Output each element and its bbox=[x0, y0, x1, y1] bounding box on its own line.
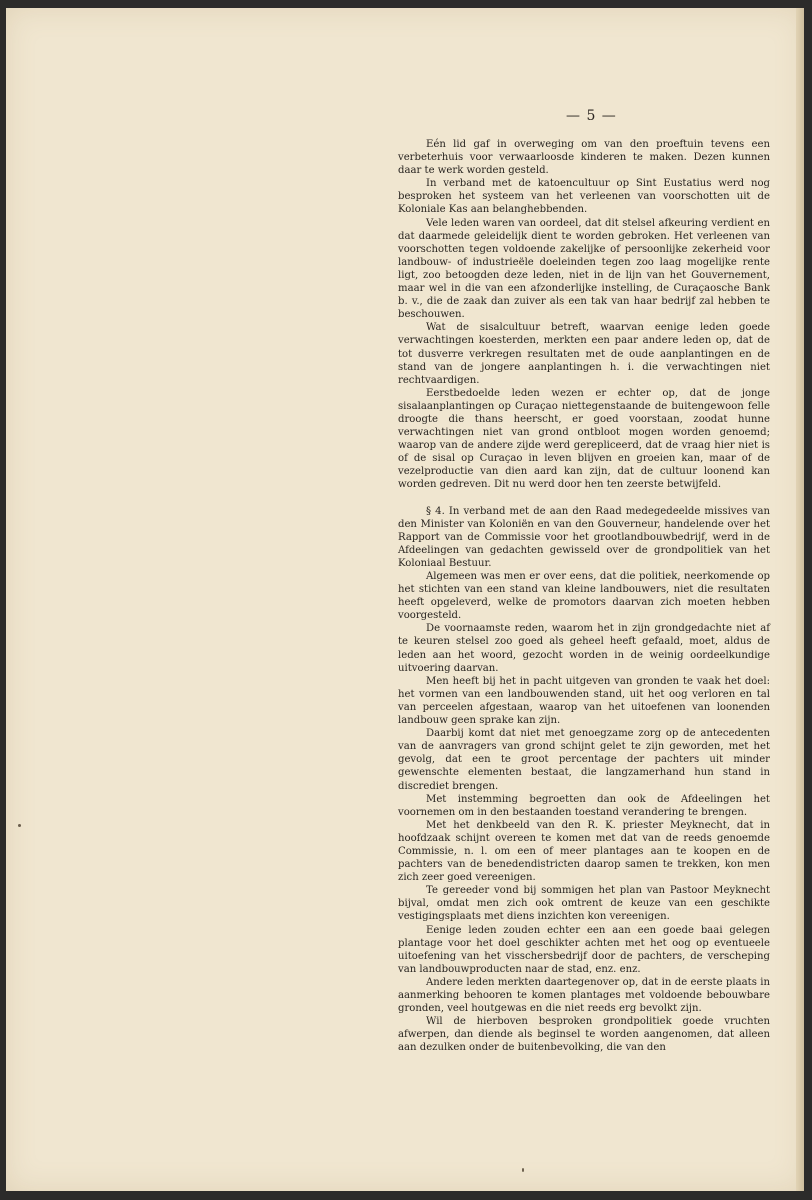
section-4-paragraph: § 4. In verband met de aan den Raad medegedeelde missives van den Minister van Koloniën en van den Gouverneur, handelende over het Rapport van de Commissie voor het grootlandbouwbedrijf, werd in de Afdeelingen van gedachten gewisseld over de grondpolitiek van het Koloniaal Bestuur. bbox=[398, 505, 770, 569]
paper-speck bbox=[522, 1168, 524, 1172]
paragraph: In verband met de katoencultuur op Sint Eustatius werd nog besproken het systeem van het verleenen van voorschotten uit de Koloniale Kas aan belanghebbenden. bbox=[398, 178, 770, 216]
paragraph: Algemeen was men er over eens, dat die politiek, neerkomende op het stichten van een stand van kleine landbouwers, niet die resultaten heeft opgeleverd, welke de promotors daarvan zich moeten hebben voorgesteld. bbox=[398, 571, 770, 622]
paragraph: Wil de hierboven besproken grondpolitiek goede vruchten afwerpen, dan diende als beginsel te worden aangenomen, dat alleen aan dezulken onder de buitenbevolking, die van den bbox=[398, 1016, 770, 1054]
paragraph: Eenige leden zouden echter een aan een goede baai gelegen plantage voor het doel geschikter achten met het oog op eventueele uitoefening van het visschersbedrijf door de pachters, de verscheping van landbouwproducten naar de stad, enz. enz. bbox=[398, 924, 770, 975]
paragraph: Te gereeder vond bij sommigen het plan van Pastoor Meyknecht bijval, omdat men zich ook omtrent de keuze van een geschikte vestigingsplaats met diens inzichten kon vereenigen. bbox=[398, 885, 770, 923]
paragraph: Eerstbedoelde leden wezen er echter op, dat de jonge sisalaanplantingen op Curaçao niettegenstaande de buitengewoon felle droogte die thans heerscht, er goed voorstaan, zoodat hunne verwachtingen niet van grond ontbloot mogen worden genoemd; waarop van de andere zijde werd gerepliceerd, dat de vraag hier niet is of de sisal op Curaçao in leven blijven en groeien kan, maar of de vezelproductie van dien aard kan zijn, dat de cultuur loonend kan worden gedreven. Dit nu werd door hen ten zeerste betwijfeld. bbox=[398, 387, 770, 491]
paragraph: Men heeft bij het in pacht uitgeven van gronden te vaak het doel: het vormen van een landbouwenden stand, uit het oog verloren en tal van perceelen afgestaan, waarop van het uitoefenen van loonenden landbouw geen sprake kan zijn. bbox=[398, 675, 770, 727]
paragraph: Wat de sisalcultuur betreft, waarvan eenige leden goede verwachtingen koesterden, merkten een paar andere leden op, dat de tot dusverre verkregen resultaten met de oude aanplantingen en de stand van de jongere aanplantingen h. i. die verwachtingen niet rechtvaardigen. bbox=[398, 322, 770, 386]
page-edge bbox=[796, 8, 804, 1191]
paragraph: Andere leden merkten daartegenover op, dat in de eerste plaats in aanmerking behooren te komen plantages met voldoende bebouwbare gronden, veel houtgewas en die niet reeds erg bevolkt zijn. bbox=[398, 976, 770, 1015]
paragraph: De voornaamste reden, waarom het in zijn grondgedachte niet af te keuren stelsel zoo goed als geheel heeft gefaald, moet, aldus de leden aan het woord, gezocht worden in de weinig oordeelkundige uitvoering daarvan. bbox=[398, 623, 770, 674]
text-column bbox=[398, 138, 770, 1054]
paragraph: Met het denkbeeld van den R. K. priester Meyknecht, dat in hoofdzaak schijnt overeen te komen met dat van de reeds genoemde Commissie, n. l. om een of meer plantages aan te koopen en de pachters van de benedendistricten daarop samen te trekken, kon men zich zeer goed vereenigen. bbox=[398, 819, 770, 884]
paper-speck bbox=[18, 824, 21, 827]
page-number: — 5 — bbox=[566, 108, 617, 124]
paragraph: Vele leden waren van oordeel, dat dit stelsel afkeuring verdient en dat daarmede geleidelijk dient te worden gebroken. Het verleenen van voorschotten tegen voldoende zakelijke of persoonlijke zekerheid voor landbouw- of industrieële doeleinden tegen zoo laag mogelijke rente ligt, zoo betoogden deze leden, niet in de lijn van het Gouvernement, maar wel in die van een afzonderlijke instelling, de Curaçaosche Bank b. v., die de zaak dan zuiver als een tak van haar bedrijf zal hebben te beschouwen. bbox=[398, 217, 770, 321]
paragraph: Met instemming begroetten dan ook de Afdeelingen het voornemen om in den bestaanden toestand verandering te brengen. bbox=[398, 793, 770, 818]
paragraph: Eén lid gaf in overweging om van den proeftuin tevens een verbeterhuis voor verwaarloosde kinderen te maken. Dezen kunnen daar te werk worden gesteld. bbox=[398, 139, 770, 177]
document-page bbox=[6, 8, 804, 1191]
paragraph: Daarbij komt dat niet met genoegzame zorg op de antecedenten van de aanvragers van grond schijnt gelet te zijn geworden, met het gevolg, dat een te groot percentage der pachters uit minder gewenschte elementen bestaat, die langzamerhand hun stand in discrediet brengen. bbox=[398, 728, 770, 792]
